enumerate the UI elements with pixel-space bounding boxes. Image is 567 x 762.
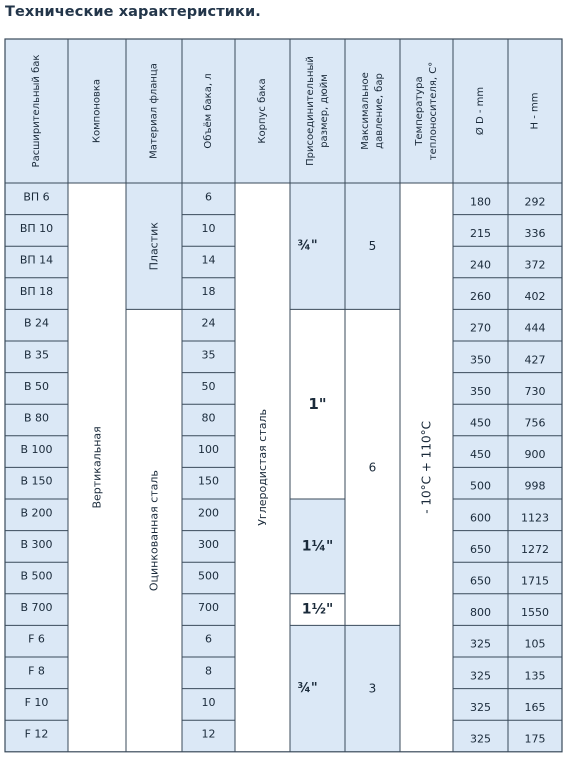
height-value: 1550: [521, 606, 549, 620]
diameter-value: 500: [470, 479, 491, 493]
model-name: В 700: [20, 601, 53, 615]
diameter-value: 180: [470, 195, 491, 209]
model-name: В 35: [23, 348, 50, 362]
diameter-value: 240: [470, 258, 491, 272]
volume-value: 500: [198, 569, 219, 583]
header-label: теплоносителя, С°: [428, 61, 439, 161]
model-name: В 300: [20, 537, 53, 551]
volume-value: 24: [201, 316, 216, 330]
page-title: Технические характеристики.: [5, 4, 261, 20]
height-value: 1272: [521, 542, 549, 556]
height-value: 1123: [521, 511, 549, 525]
header-label: Ø D - mm: [475, 86, 486, 136]
header-label: Температура: [414, 76, 425, 146]
diameter-value: 450: [470, 448, 491, 462]
header-label: Максимальное: [360, 72, 371, 150]
height-value: 756: [524, 416, 546, 430]
height-value: 105: [524, 637, 546, 651]
volume-value: 200: [198, 506, 219, 520]
height-value: 998: [524, 479, 546, 493]
model-name: В 24: [23, 316, 50, 330]
diameter-value: 325: [470, 700, 491, 714]
header-label: Корпус бака: [257, 78, 268, 144]
volume-value: 10: [201, 695, 216, 709]
layout-label: Вертикальная: [90, 426, 104, 509]
pressure-b: 6: [368, 460, 377, 475]
height-value: 292: [524, 195, 546, 209]
model-name: В 150: [20, 474, 53, 488]
height-value: 135: [524, 669, 546, 683]
flange-galvanized-label: Оцинкованная сталь: [147, 470, 161, 592]
connection-e: ¾": [297, 681, 318, 697]
volume-value: 35: [201, 348, 216, 362]
header-label: размер, дюйм: [319, 74, 330, 148]
diameter-value: 650: [470, 542, 491, 556]
pressure-a: 5: [368, 239, 377, 254]
model-name: В 80: [23, 411, 50, 425]
volume-value: 50: [201, 379, 216, 393]
diameter-value: 600: [470, 511, 491, 525]
diameter-value: 260: [470, 290, 491, 304]
height-value: 336: [524, 226, 546, 240]
diameter-value: 325: [470, 637, 491, 651]
height-value: 1715: [521, 574, 549, 588]
connection-d: 1½": [301, 601, 334, 618]
volume-value: 6: [205, 632, 212, 646]
volume-value: 80: [201, 411, 216, 425]
model-name: В 50: [23, 379, 50, 393]
height-value: 175: [524, 732, 546, 746]
height-value: 444: [524, 321, 546, 335]
header-label: Присоединительный: [305, 56, 316, 166]
flange-plastic-label: Пластик: [147, 222, 161, 271]
height-value: 900: [524, 448, 546, 462]
model-name: ВП 14: [19, 253, 54, 267]
model-name: ВП 18: [19, 285, 54, 299]
header-label: Расширительный бак: [31, 54, 42, 168]
height-value: 372: [524, 258, 546, 272]
volume-value: 18: [201, 285, 216, 299]
volume-value: 10: [201, 221, 216, 235]
height-value: 427: [524, 353, 546, 367]
model-name: F 10: [24, 695, 49, 709]
pressure-c: 3: [368, 681, 377, 696]
diameter-value: 800: [470, 606, 491, 620]
model-name: F 12: [24, 727, 49, 741]
volume-value: 100: [198, 443, 219, 457]
header-label: H - mm: [529, 92, 541, 130]
volume-value: 6: [205, 190, 212, 204]
model-name: В 500: [20, 569, 53, 583]
diameter-value: 270: [470, 321, 491, 335]
diameter-value: 350: [470, 384, 491, 398]
model-name: F 8: [28, 664, 45, 678]
model-name: ВП 6: [23, 190, 50, 204]
volume-value: 300: [198, 537, 219, 551]
model-name: В 100: [20, 443, 53, 457]
volume-value: 14: [201, 253, 216, 267]
diameter-value: 450: [470, 416, 491, 430]
height-value: 402: [524, 290, 546, 304]
temperature-label: - 10°C + 110°C: [419, 421, 434, 514]
volume-value: 8: [205, 664, 212, 678]
connection-a: ¾": [297, 238, 318, 254]
diameter-value: 350: [470, 353, 491, 367]
volume-value: 12: [201, 727, 216, 741]
height-value: 165: [524, 700, 546, 714]
connection-b: 1": [308, 395, 327, 414]
diameter-value: 215: [470, 226, 491, 240]
volume-value: 700: [198, 601, 219, 615]
connection-c: 1¼": [301, 538, 334, 555]
diameter-value: 325: [470, 669, 491, 683]
height-value: 730: [524, 384, 546, 398]
volume-value: 150: [198, 474, 219, 488]
body-label: Углеродистая сталь: [256, 409, 269, 526]
diameter-value: 650: [470, 574, 491, 588]
model-name: В 200: [20, 506, 53, 520]
model-name: ВП 10: [19, 221, 54, 235]
header-label: Материал фланца: [148, 63, 160, 159]
diameter-value: 325: [470, 732, 491, 746]
header-label: Объём бака, л: [203, 73, 214, 149]
header-label: давление, бар: [374, 73, 385, 149]
header-label: Компоновка: [91, 78, 103, 144]
model-name: F 6: [28, 632, 45, 646]
